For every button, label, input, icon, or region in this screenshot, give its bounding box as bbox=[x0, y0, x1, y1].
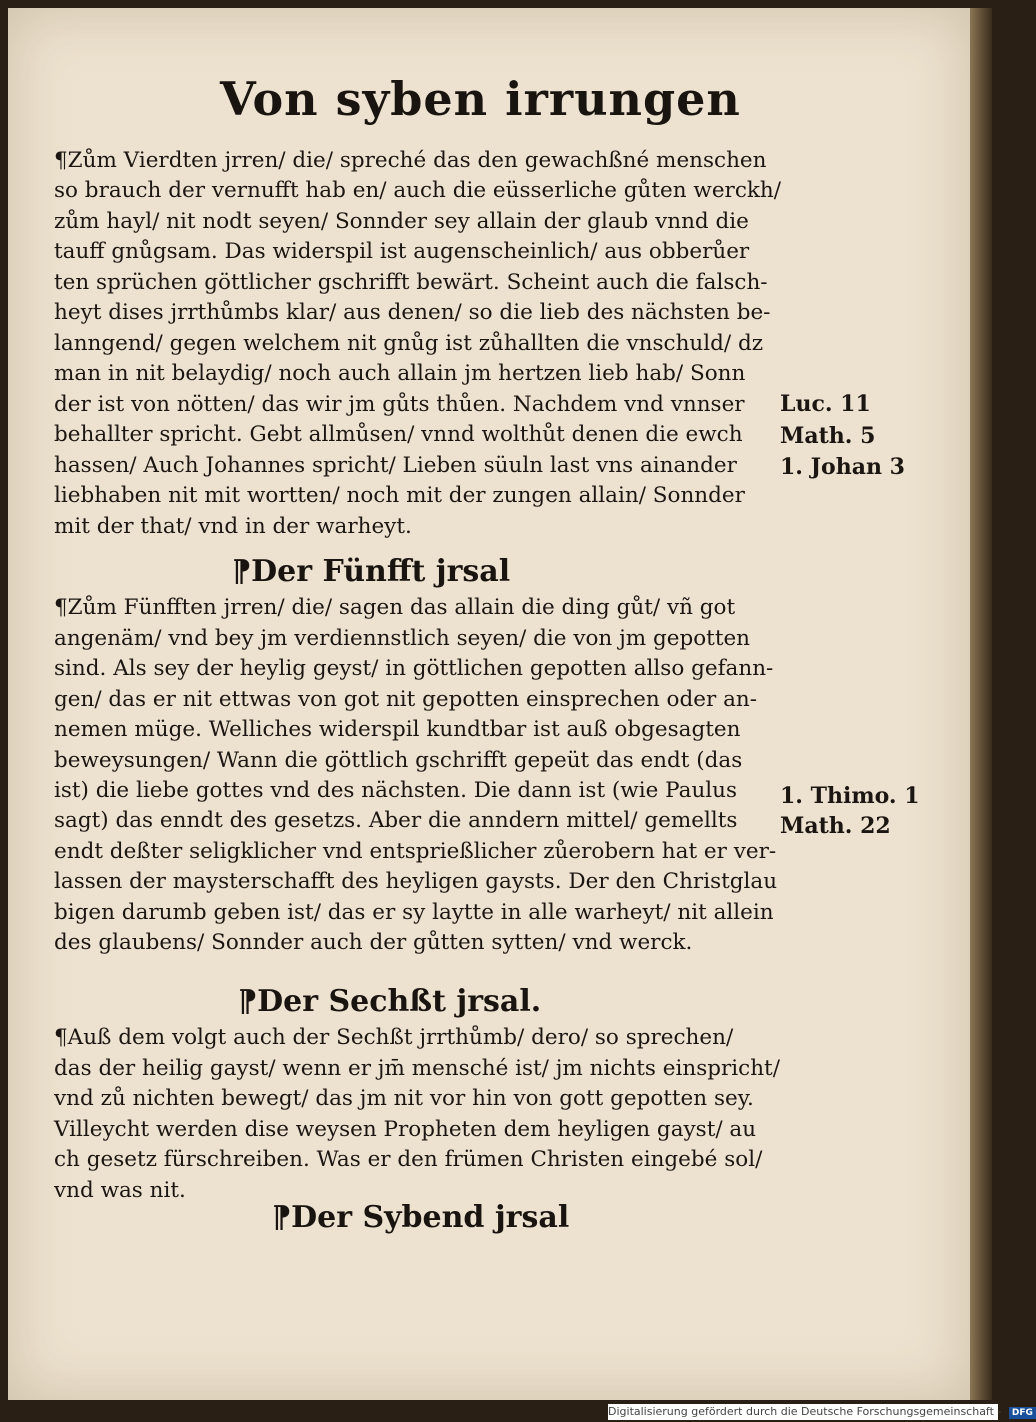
section-heading: ⁋Der Sybend jrsal bbox=[272, 1200, 570, 1235]
text-line: sind. Als sey der heylig geyst/ in göttlichen gepotten allso gefann- bbox=[54, 656, 774, 681]
text-line: hassen/ Auch Johannes spricht/ Lieben süuln last vns ainander bbox=[54, 453, 737, 478]
text-line: Villeycht werden dise weysen Propheten dem heyligen gayst/ au bbox=[54, 1117, 757, 1142]
page-edge bbox=[970, 8, 992, 1400]
text-line: ist) die liebe gottes vnd des nächsten. Die dann ist (wie Paulus bbox=[54, 778, 738, 803]
text-line: sagt) das enndt des gesetzs. Aber die anndern mittel/ gemellts bbox=[54, 808, 738, 833]
text-line: das der heilig gayst/ wenn er jm̄ mensché ist/ jm nichts einspricht/ bbox=[54, 1056, 780, 1081]
section-heading: ⁋Der Sechßt jrsal. bbox=[238, 984, 542, 1019]
text-line: ten sprüchen göttlicher gschrifft bewärt. Scheint auch die falsch- bbox=[54, 270, 768, 295]
text-line: so brauch der vernufft hab en/ auch die eüsserliche gůten werckh/ bbox=[54, 178, 781, 203]
margin-note: 1. Thimo. 1 bbox=[780, 783, 920, 809]
text-line: ¶Zům Vierdten jrren/ die/ spreché das den gewachßné menschen bbox=[54, 148, 767, 173]
margin-note: Math. 5 bbox=[780, 423, 876, 449]
text-line: bigen darumb geben ist/ das er sy laytte in alle warheyt/ nit allein bbox=[54, 900, 774, 925]
text-line: ch gesetz fürschreiben. Was er den frümen Christen eingebé sol/ bbox=[54, 1147, 763, 1172]
text-line: behallter spricht. Gebt allmůsen/ vnnd wolthůt denen die ewch bbox=[54, 422, 743, 447]
text-line: ¶Zům Fünfften jrren/ die/ sagen das allain die ding gůt/ vñ got bbox=[54, 595, 736, 620]
text-line: endt deßter seligklicher vnd entsprießlicher zůerobern hat er ver- bbox=[54, 839, 777, 864]
margin-note: 1. Johan 3 bbox=[780, 454, 905, 480]
text-line: ¶Auß dem volgt auch der Sechßt jrrthůmb/ dero/ so sprechen/ bbox=[54, 1025, 734, 1050]
text-line: lanngend/ gegen welchem nit gnůg ist zůhallten die vnschuld/ dz bbox=[54, 331, 764, 356]
digitization-footer bbox=[608, 1404, 1033, 1420]
text-line: vnd zů nichten bewegt/ das jm nit vor hin von gott gepotten sey. bbox=[54, 1086, 754, 1111]
text-line: beweysungen/ Wann die göttlich gschrifft gepeüt das endt (das bbox=[54, 748, 743, 773]
text-line: der ist von nötten/ das wir jm gůts thůen. Nachdem vnd vnnser bbox=[54, 392, 745, 417]
margin-note: Math. 22 bbox=[780, 813, 891, 839]
text-line: vnd was nit. bbox=[54, 1178, 186, 1203]
text-line: mit der that/ vnd in der warheyt. bbox=[54, 514, 412, 539]
dfg-logo: DFG bbox=[1009, 1407, 1036, 1419]
text-line: des glaubens/ Sonnder auch der gůtten sytten/ vnd werck. bbox=[54, 930, 693, 955]
margin-note: Luc. 11 bbox=[780, 391, 871, 417]
footer-text: Digitalisierung gefördert durch die Deutsche Forschungsgemeinschaft - bbox=[608, 1405, 1002, 1418]
text-line: angenäm/ vnd bey jm verdiennstlich seyen/ die von jm gepotten bbox=[54, 626, 751, 651]
text-line: gen/ das er nit ettwas von got nit gepotten einsprechen oder an- bbox=[54, 687, 758, 712]
text-line: lassen der maysterschafft des heyligen gaysts. Der den Christglau bbox=[54, 869, 778, 894]
section-heading: ⁋Der Fünfft jrsal bbox=[232, 554, 511, 589]
running-head: Von syben irrungen bbox=[220, 72, 741, 126]
text-line: zům hayl/ nit nodt seyen/ Sonnder sey allain der glaub vnnd die bbox=[54, 209, 749, 234]
text-line: nemen müge. Welliches widerspil kundtbar ist auß obgesagten bbox=[54, 717, 741, 742]
text-line: heyt dises jrrthůmbs klar/ aus denen/ so die lieb des nächsten be- bbox=[54, 300, 771, 325]
text-line: liebhaben nit mit wortten/ noch mit der zungen allain/ Sonnder bbox=[54, 483, 745, 508]
text-line: tauff gnůgsam. Das widerspil ist augenscheinlich/ aus obberůer bbox=[54, 239, 750, 264]
text-line: man in nit belaydig/ noch auch allain jm hertzen lieb hab/ Sonn bbox=[54, 361, 746, 386]
